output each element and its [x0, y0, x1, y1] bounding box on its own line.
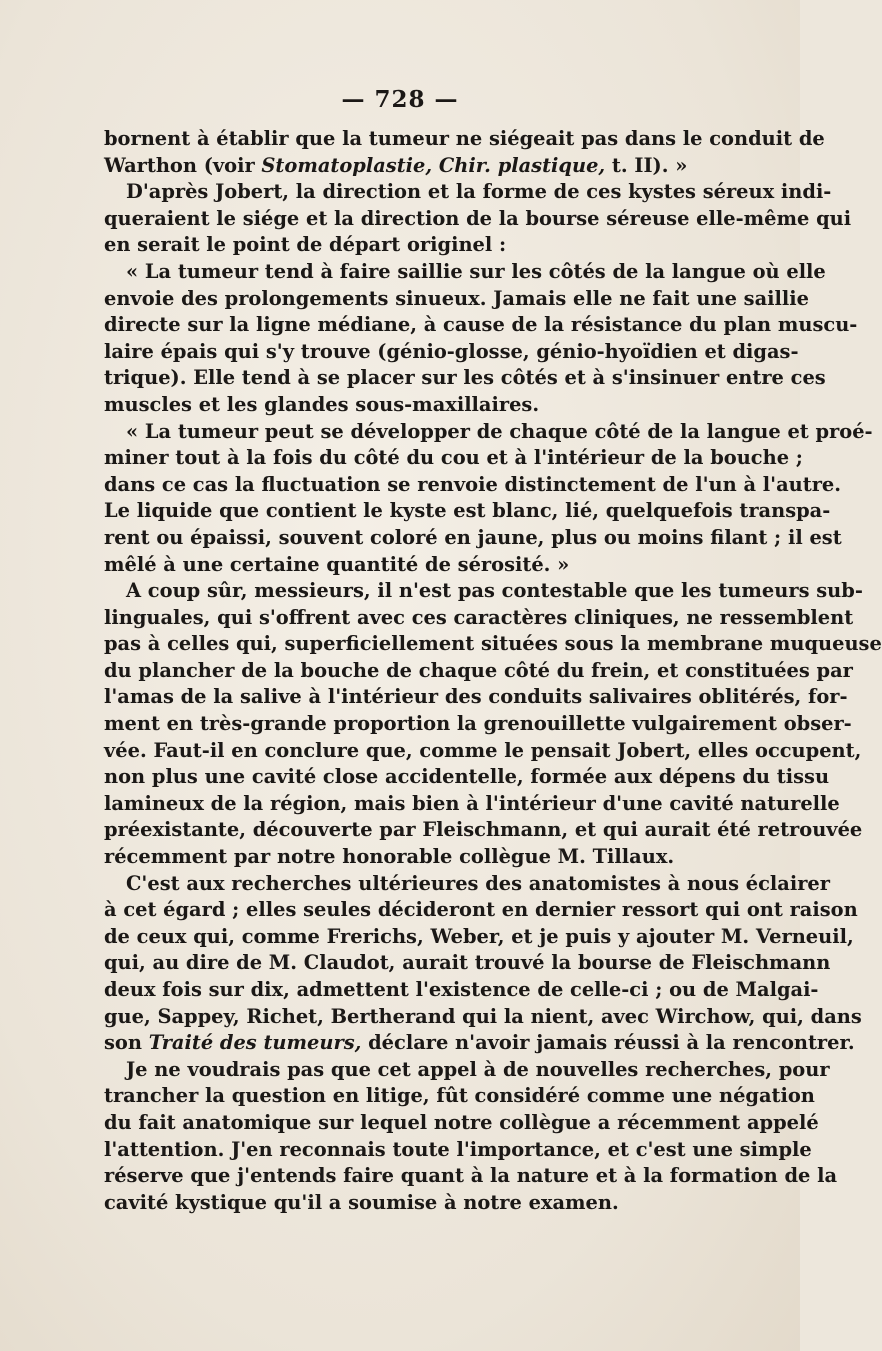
text-run: qui, au dire de M. Claudot, aurait trouvé la bourse de Fleischmann	[104, 951, 831, 975]
text-run: du plancher de la bouche de chaque côté du frein, et constituées par	[104, 658, 853, 682]
text-run: dans ce cas la fluctuation se renvoie distinctement de l'un à l'autre.	[104, 472, 841, 496]
text-run: pas à celles qui, superficiellement situées sous la membrane muqueuse	[104, 632, 882, 656]
text-run: non plus une cavité close accidentelle, formée aux dépens du tissu	[104, 765, 830, 789]
text-line	[104, 1004, 862, 1031]
text-line	[104, 179, 832, 206]
text-run: Warthon (voir	[104, 153, 262, 177]
text-line	[104, 977, 819, 1004]
text-run: D'après Jobert, la direction et la forme de ces kystes séreux indi-	[126, 180, 832, 204]
text-run: Le liquide que contient le kyste est blanc, lié, quelquefois transpa-	[104, 499, 831, 523]
text-line	[104, 552, 726, 579]
italic-title: Stomatoplastie, Chir. plastique,	[261, 153, 606, 177]
text-line	[104, 924, 854, 951]
text-run: « La tumeur tend à faire saillie sur les côtés de la langue où elle	[126, 259, 826, 283]
text-run: muscles et les glandes sous-maxillaires.	[104, 392, 540, 416]
text-line	[104, 631, 882, 658]
text-line	[104, 312, 858, 339]
text-line	[104, 658, 853, 685]
text-run: du fait anatomique sur lequel notre collègue a récemment appelé	[104, 1110, 819, 1134]
text-line	[104, 153, 726, 180]
text-line	[104, 445, 803, 472]
text-line	[104, 392, 726, 419]
text-run: directe sur la ligne médiane, à cause de la résistance du plan muscu-	[104, 313, 858, 337]
text-run: déclare n'avoir jamais réussi à la rencontrer.	[361, 1031, 855, 1055]
body-text	[104, 126, 882, 1216]
text-run: gue, Sappey, Richet, Bertherand qui la nient, avec Wirchow, qui, dans	[104, 1004, 862, 1028]
text-run: mêlé à une certaine quantité de sérosité. »	[104, 552, 570, 576]
text-line	[104, 286, 809, 313]
text-run: rent ou épaissi, souvent coloré en jaune, plus ou moins filant ; il est	[104, 525, 842, 549]
text-run: bornent à établir que la tumeur ne siégeait pas dans le conduit de	[104, 127, 825, 150]
text-run: lamineux de la région, mais bien à l'intérieur d'une cavité naturelle	[104, 791, 840, 815]
text-line	[104, 1163, 838, 1190]
text-line	[104, 1110, 819, 1137]
text-line	[104, 498, 831, 525]
text-run: ment en très-grande proportion la grenouillette vulgairement obser-	[104, 712, 852, 736]
text-line	[104, 605, 854, 632]
text-line	[104, 684, 848, 711]
text-run: en serait le point de départ originel :	[104, 233, 507, 257]
text-run: linguales, qui s'offrent avec ces caractères cliniques, ne ressemblent	[104, 605, 854, 629]
text-line	[104, 1083, 815, 1110]
text-run: t. II). »	[605, 153, 688, 177]
text-run: envoie des prolongements sinueux. Jamais elle ne fait une saillie	[104, 286, 809, 310]
text-run: trancher la question en litige, fût considéré comme une négation	[104, 1084, 815, 1108]
text-run: vée. Faut-il en conclure que, comme le pensait Jobert, elles occupent,	[104, 738, 862, 762]
text-run: de ceux qui, comme Frerichs, Weber, et je puis y ajouter M. Verneuil,	[104, 924, 854, 948]
text-run: Je ne voudrais pas que cet appel à de nouvelles recherches, pour	[126, 1057, 830, 1081]
text-line	[104, 764, 830, 791]
text-line	[104, 419, 873, 446]
text-run: A coup sûr, messieurs, il n'est pas contestable que les tumeurs sub-	[126, 579, 863, 603]
text-line	[104, 126, 825, 153]
text-line	[104, 950, 831, 977]
text-line	[104, 339, 799, 366]
text-line	[104, 365, 826, 392]
text-line	[104, 897, 858, 924]
text-run: préexistante, découverte par Fleischmann, et qui aurait été retrouvée	[104, 818, 863, 842]
text-line	[104, 1030, 855, 1057]
text-run: deux fois sur dix, admettent l'existence de celle-ci ; ou de Malgai-	[104, 978, 819, 1001]
text-run: à cet égard ; elles seules décideront en dernier ressort qui ont raison	[104, 898, 858, 922]
text-run: C'est aux recherches ultérieures des anatomistes à nous éclairer	[126, 871, 830, 895]
text-line	[104, 578, 863, 605]
text-run: trique). Elle tend à se placer sur les côtés et à s'insinuer entre ces	[104, 366, 826, 390]
text-line	[104, 738, 862, 765]
text-run: l'amas de la salive à l'intérieur des conduits salivaires oblitérés, for-	[104, 685, 848, 709]
text-line	[104, 871, 830, 898]
text-run: queraient le siége et la direction de la bourse séreuse elle-même qui	[104, 206, 852, 230]
text-line	[104, 232, 726, 259]
italic-title: Traité des tumeurs,	[148, 1031, 362, 1055]
text-run: son	[104, 1031, 149, 1055]
text-line	[104, 791, 840, 818]
text-line	[104, 259, 826, 286]
text-line	[104, 1137, 812, 1164]
text-line	[104, 844, 726, 871]
text-line	[104, 472, 841, 499]
page-number: — 728 —	[341, 86, 459, 113]
text-run: l'attention. J'en reconnais toute l'importance, et c'est une simple	[104, 1137, 812, 1161]
text-run: récemment par notre honorable collègue M. Tillaux.	[104, 845, 675, 869]
text-line	[104, 525, 842, 552]
text-line	[104, 711, 852, 738]
text-run: réserve que j'entends faire quant à la nature et à la formation de la	[104, 1164, 838, 1188]
text-run: cavité kystique qu'il a soumise à notre examen.	[104, 1190, 619, 1214]
text-line	[104, 206, 852, 233]
text-run: miner tout à la fois du côté du cou et à l'intérieur de la bouche ;	[104, 446, 803, 470]
text-run: « La tumeur peut se développer de chaque côté de la langue et proé-	[126, 419, 873, 443]
text-run: laire épais qui s'y trouve (génio-glosse, génio-hyoïdien et digas-	[104, 339, 799, 363]
text-line	[104, 1190, 726, 1217]
text-line	[104, 817, 863, 844]
text-line	[104, 1057, 830, 1084]
